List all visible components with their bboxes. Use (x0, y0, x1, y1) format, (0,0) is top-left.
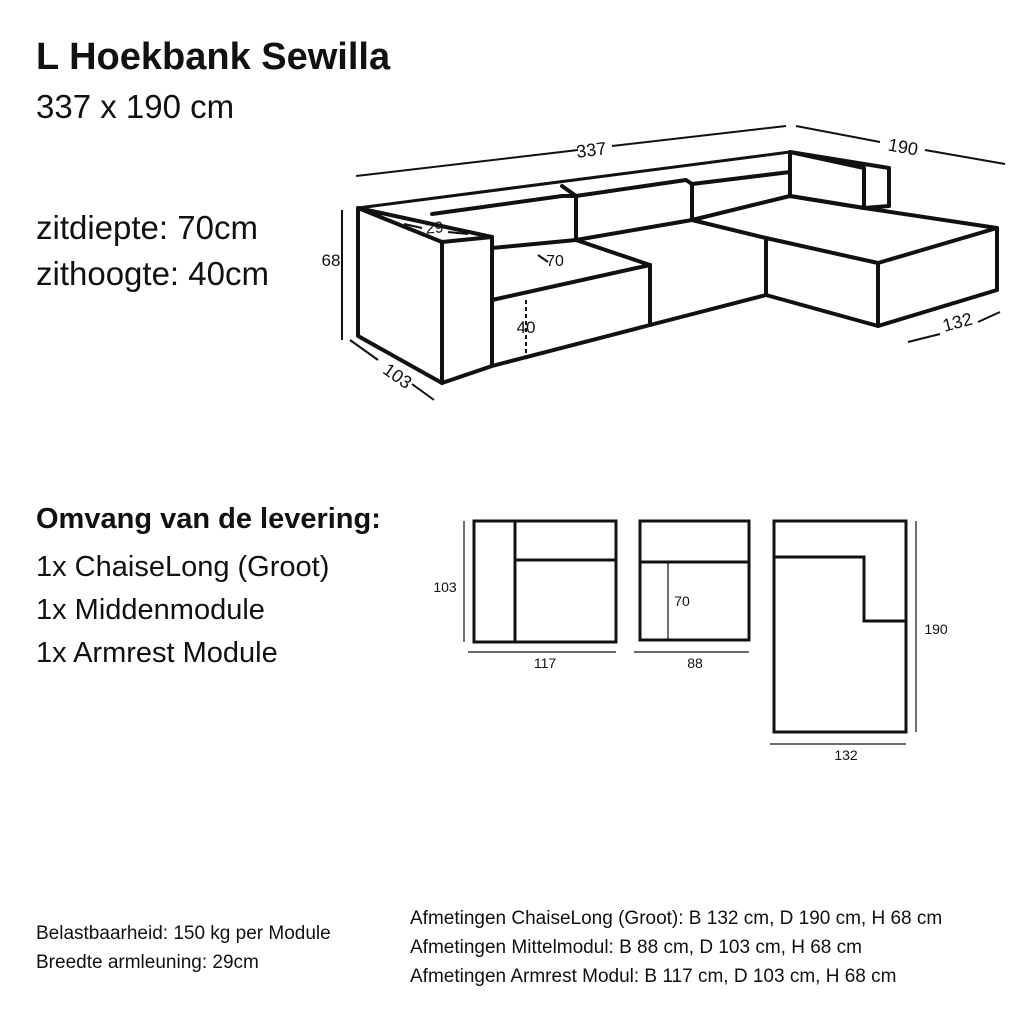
label-middle-width: 88 (687, 655, 703, 671)
module-middle-plan (634, 521, 749, 652)
module-chaise-plan (770, 521, 916, 744)
page-title: L Hoekbank Sewilla (36, 36, 391, 78)
label-middle-seat: 70 (674, 593, 690, 609)
label-seat-depth: 70 (546, 253, 564, 270)
label-chaise-width: 132 (940, 308, 975, 336)
label-armrest-depth: 103 (433, 579, 457, 595)
label-arm-width: 29 (425, 219, 445, 238)
delivery-item-chaise: 1x ChaiseLong (Groot) (36, 551, 330, 583)
overall-size: 337 x 190 cm (36, 88, 235, 125)
label-chaise-depth: 190 (924, 621, 948, 637)
seat-height-spec: zithoogte: 40cm (36, 255, 269, 292)
label-height: 68 (321, 251, 341, 270)
label-total-depth: 190 (886, 134, 920, 160)
arm-width-note: Breedte armleuning: 29cm (36, 952, 259, 973)
delivery-heading: Omvang van de levering: (36, 503, 381, 535)
label-arm-depth: 103 (379, 359, 416, 393)
dimensions-armrest: Afmetingen Armrest Modul: B 117 cm, D 103 cm, H 68 cm (410, 966, 897, 987)
label-chaise-plan-width: 132 (834, 747, 858, 763)
dimensions-chaise: Afmetingen ChaiseLong (Groot): B 132 cm, D 190 cm, H 68 cm (410, 908, 943, 929)
delivery-item-armrest: 1x Armrest Module (36, 637, 278, 669)
dimensions-middle: Afmetingen Mittelmodul: B 88 cm, D 103 cm, H 68 cm (410, 937, 862, 958)
label-seat-height: 40 (516, 318, 536, 337)
sofa-perspective-drawing (358, 152, 997, 383)
label-armrest-width: 117 (533, 655, 557, 671)
module-armrest-plan (464, 521, 616, 652)
seat-depth-spec: zitdiepte: 70cm (36, 209, 258, 246)
label-total-width: 337 (575, 138, 608, 162)
load-capacity: Belastbaarheid: 150 kg per Module (36, 923, 331, 944)
delivery-item-middle: 1x Middenmodule (36, 594, 265, 626)
